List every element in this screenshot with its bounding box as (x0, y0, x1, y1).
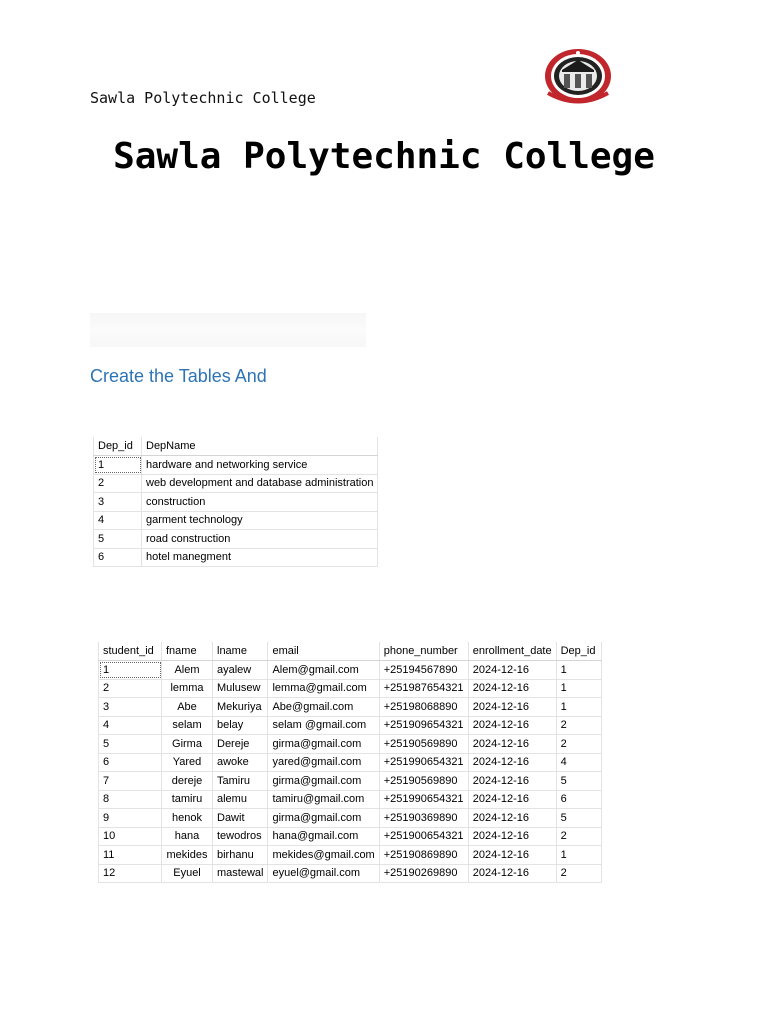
dep-id-cell[interactable]: 1 (94, 456, 142, 475)
table-row[interactable] (99, 716, 602, 735)
table-row[interactable] (99, 661, 602, 680)
email-cell[interactable]: lemma@gmail.com (268, 679, 379, 698)
student-id-cell[interactable]: 11 (99, 846, 162, 865)
phone-cell[interactable]: +25190569890 (379, 772, 468, 791)
table-row[interactable] (99, 753, 602, 772)
table-row[interactable] (94, 511, 378, 530)
fname-cell[interactable]: hana (162, 827, 213, 846)
dep-id-cell[interactable]: 2 (556, 716, 601, 735)
table-row[interactable] (99, 846, 602, 865)
lname-cell[interactable]: mastewal (213, 864, 268, 883)
dep-id-cell[interactable]: 6 (556, 790, 601, 809)
fname-cell[interactable]: mekides (162, 846, 213, 865)
email-cell[interactable]: tamiru@gmail.com (268, 790, 379, 809)
dep-id-cell[interactable]: 2 (556, 864, 601, 883)
dep-name-cell[interactable]: hardware and networking service (142, 456, 378, 475)
dep-id-cell[interactable]: 2 (556, 735, 601, 754)
table-row[interactable] (94, 474, 378, 493)
fname-cell[interactable]: Alem (162, 661, 213, 680)
column-header[interactable]: email (268, 642, 379, 661)
fname-cell[interactable]: lemma (162, 679, 213, 698)
email-cell[interactable]: Abe@gmail.com (268, 698, 379, 717)
table-row[interactable] (94, 530, 378, 549)
email-cell[interactable]: eyuel@gmail.com (268, 864, 379, 883)
column-header[interactable]: student_id (99, 642, 162, 661)
dep-id-cell[interactable]: 6 (94, 548, 142, 567)
table-header-row (99, 642, 602, 661)
dep-id-cell[interactable]: 1 (556, 661, 601, 680)
lname-cell[interactable]: awoke (213, 753, 268, 772)
table-row[interactable] (99, 679, 602, 698)
table-row[interactable] (99, 772, 602, 791)
dep-id-cell[interactable]: 5 (94, 530, 142, 549)
header-college-name: Sawla Polytechnic College (90, 89, 316, 107)
phone-cell[interactable]: +251990654321 (379, 790, 468, 809)
student-id-cell[interactable]: 12 (99, 864, 162, 883)
section-heading: Create the Tables And (90, 366, 267, 386)
student-id-cell[interactable]: 3 (99, 698, 162, 717)
email-cell[interactable]: yared@gmail.com (268, 753, 379, 772)
student-id-cell[interactable]: 1 (99, 661, 162, 680)
dep-id-cell[interactable]: 4 (94, 511, 142, 530)
department-table (93, 437, 378, 567)
phone-cell[interactable]: +25190269890 (379, 864, 468, 883)
enrollment-date-cell[interactable]: 2024-12-16 (468, 753, 556, 772)
email-cell[interactable]: selam @gmail.com (268, 716, 379, 735)
column-header[interactable]: phone_number (379, 642, 468, 661)
email-cell[interactable]: girma@gmail.com (268, 772, 379, 791)
table-row[interactable] (99, 809, 602, 828)
fname-cell[interactable]: Girma (162, 735, 213, 754)
column-header[interactable]: fname (162, 642, 213, 661)
enrollment-date-cell[interactable]: 2024-12-16 (468, 735, 556, 754)
table-header-row (94, 437, 378, 456)
lname-cell[interactable]: Dawit (213, 809, 268, 828)
fname-cell[interactable]: Abe (162, 698, 213, 717)
table-row[interactable] (99, 864, 602, 883)
dep-id-cell[interactable]: 5 (556, 772, 601, 791)
phone-cell[interactable]: +25194567890 (379, 661, 468, 680)
student-id-cell[interactable]: 7 (99, 772, 162, 791)
blurred-placeholder (90, 313, 366, 347)
enrollment-date-cell[interactable]: 2024-12-16 (468, 661, 556, 680)
enrollment-date-cell[interactable]: 2024-12-16 (468, 716, 556, 735)
lname-cell[interactable]: Dereje (213, 735, 268, 754)
student-id-cell[interactable]: 4 (99, 716, 162, 735)
table-row[interactable] (99, 698, 602, 717)
phone-cell[interactable]: +25190369890 (379, 809, 468, 828)
lname-cell[interactable]: belay (213, 716, 268, 735)
email-cell[interactable]: mekides@gmail.com (268, 846, 379, 865)
dep-name-cell[interactable]: construction (142, 493, 378, 512)
email-cell[interactable]: Alem@gmail.com (268, 661, 379, 680)
fname-cell[interactable]: dereje (162, 772, 213, 791)
phone-cell[interactable]: +251987654321 (379, 679, 468, 698)
table-row[interactable] (99, 790, 602, 809)
phone-cell[interactable]: +25190869890 (379, 846, 468, 865)
enrollment-date-cell[interactable]: 2024-12-16 (468, 864, 556, 883)
page-title: Sawla Polytechnic College (113, 136, 655, 177)
dep-name-cell[interactable]: road construction (142, 530, 378, 549)
column-header[interactable]: Dep_id (556, 642, 601, 661)
phone-cell[interactable]: +251990654321 (379, 753, 468, 772)
fname-cell[interactable]: tamiru (162, 790, 213, 809)
column-header[interactable]: enrollment_date (468, 642, 556, 661)
enrollment-date-cell[interactable]: 2024-12-16 (468, 827, 556, 846)
fname-cell[interactable]: henok (162, 809, 213, 828)
column-header[interactable]: lname (213, 642, 268, 661)
dep-name-cell[interactable]: garment technology (142, 511, 378, 530)
dep-id-cell[interactable]: 4 (556, 753, 601, 772)
student-table (98, 642, 602, 883)
table-row[interactable] (94, 493, 378, 512)
dep-name-cell[interactable]: hotel manegment (142, 548, 378, 567)
column-header[interactable]: Dep_id (94, 437, 142, 456)
email-cell[interactable]: hana@gmail.com (268, 827, 379, 846)
phone-cell[interactable]: +25190569890 (379, 735, 468, 754)
dep-id-cell[interactable]: 1 (556, 846, 601, 865)
table-row[interactable] (99, 827, 602, 846)
email-cell[interactable]: girma@gmail.com (268, 735, 379, 754)
enrollment-date-cell[interactable]: 2024-12-16 (468, 809, 556, 828)
column-header[interactable]: DepName (142, 437, 378, 456)
student-id-cell[interactable]: 10 (99, 827, 162, 846)
enrollment-date-cell[interactable]: 2024-12-16 (468, 846, 556, 865)
lname-cell[interactable]: alemu (213, 790, 268, 809)
dep-id-cell[interactable]: 3 (94, 493, 142, 512)
dep-id-cell[interactable]: 5 (556, 809, 601, 828)
email-cell[interactable]: girma@gmail.com (268, 809, 379, 828)
lname-cell[interactable]: Mulusew (213, 679, 268, 698)
student-id-cell[interactable]: 2 (99, 679, 162, 698)
enrollment-date-cell[interactable]: 2024-12-16 (468, 790, 556, 809)
dep-id-cell[interactable]: 1 (556, 679, 601, 698)
fname-cell[interactable]: selam (162, 716, 213, 735)
phone-cell[interactable]: +25198068890 (379, 698, 468, 717)
lname-cell[interactable]: birhanu (213, 846, 268, 865)
phone-cell[interactable]: +251900654321 (379, 827, 468, 846)
phone-cell[interactable]: +251909654321 (379, 716, 468, 735)
student-id-cell[interactable]: 6 (99, 753, 162, 772)
enrollment-date-cell[interactable]: 2024-12-16 (468, 698, 556, 717)
lname-cell[interactable]: ayalew (213, 661, 268, 680)
college-seal-logo (544, 48, 612, 104)
table-row[interactable] (94, 548, 378, 567)
fname-cell[interactable]: Yared (162, 753, 213, 772)
table-row[interactable] (94, 456, 378, 475)
dep-id-cell[interactable]: 2 (94, 474, 142, 493)
fname-cell[interactable]: Eyuel (162, 864, 213, 883)
lname-cell[interactable]: tewodros (213, 827, 268, 846)
dep-id-cell[interactable]: 1 (556, 698, 601, 717)
lname-cell[interactable]: Tamiru (213, 772, 268, 791)
student-id-cell[interactable]: 8 (99, 790, 162, 809)
lname-cell[interactable]: Mekuriya (213, 698, 268, 717)
dep-id-cell[interactable]: 2 (556, 827, 601, 846)
enrollment-date-cell[interactable]: 2024-12-16 (468, 679, 556, 698)
student-id-cell[interactable]: 5 (99, 735, 162, 754)
table-row[interactable] (99, 735, 602, 754)
dep-name-cell[interactable]: web development and database administration (142, 474, 378, 493)
student-id-cell[interactable]: 9 (99, 809, 162, 828)
enrollment-date-cell[interactable]: 2024-12-16 (468, 772, 556, 791)
